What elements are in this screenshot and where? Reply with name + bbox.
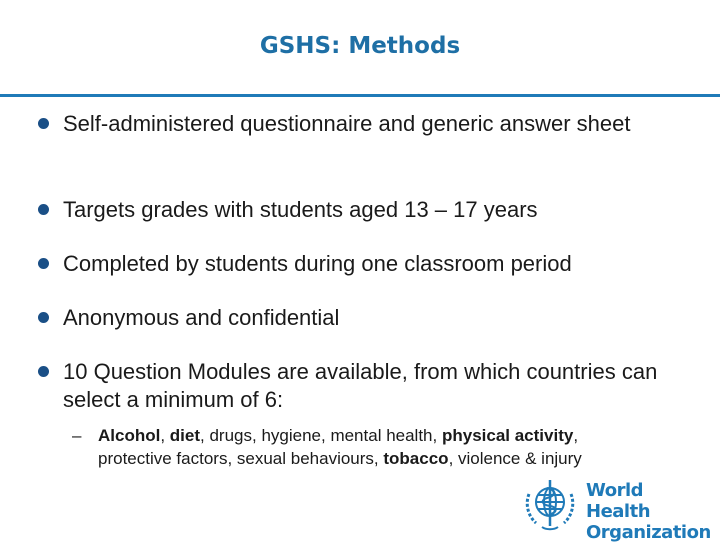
bullet-item	[38, 196, 683, 224]
sub-bullet-plain-text: , drugs, hygiene, mental health,	[200, 426, 442, 445]
bullet-text: Self-administered questionnaire and generic answer sheet	[63, 111, 631, 136]
who-logo	[520, 474, 711, 543]
bullet-text: Targets grades with students aged 13 – 17 years	[63, 197, 538, 222]
who-name-line1: World Health	[586, 480, 651, 522]
bullet-text: Anonymous and confidential	[63, 305, 340, 330]
who-name	[586, 480, 711, 543]
slide-title: GSHS: Methods	[259, 33, 461, 59]
sub-bullet-modules	[72, 424, 638, 470]
sub-bullet-dash: –	[72, 426, 82, 445]
bullet-dot-icon	[38, 366, 49, 377]
title-divider	[0, 94, 720, 97]
bullet-text: Completed by students during one classroom period	[63, 251, 572, 276]
who-name-line2: Organization	[586, 522, 711, 543]
sub-bullet-plain-text: , violence & injury	[448, 449, 582, 468]
bullet-dot-icon	[38, 204, 49, 215]
bullet-text: 10 Question Modules are available, from which countries can select a minimum of 6:	[63, 359, 658, 412]
bullet-item	[38, 358, 683, 414]
bullet-dot-icon	[38, 118, 49, 129]
sub-bullet-plain-text: ,	[160, 426, 170, 445]
who-emblem-icon	[520, 474, 580, 534]
sub-bullet-bold-term: physical activity	[441, 426, 574, 445]
bullet-item	[38, 250, 683, 278]
sub-bullet-text	[98, 426, 582, 468]
sub-bullet-bold-term: Alcohol	[98, 426, 161, 445]
sub-bullet-bold-term: tobacco	[383, 449, 449, 468]
bullet-item	[38, 110, 683, 138]
bullet-dot-icon	[38, 258, 49, 269]
bullet-item	[38, 304, 683, 332]
sub-bullet-plain-text: , protective factors, sexual behaviours,	[98, 426, 579, 468]
sub-bullet-bold-term: diet	[169, 426, 201, 445]
bullet-dot-icon	[38, 312, 49, 323]
